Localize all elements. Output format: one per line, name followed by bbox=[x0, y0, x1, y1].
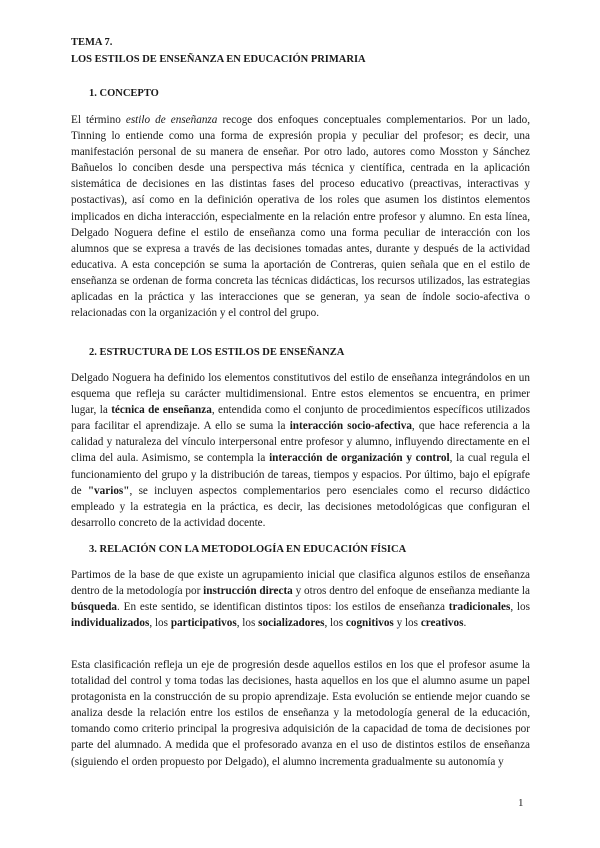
paragraph-estructura: Delgado Noguera ha definido los elementos constitutivos del estilo de enseñanza integrándolos en un esquema que refleja su carácter multidimensional. Entre estos elementos se encuentra, en primer lugar, la técnica de enseñanza, entendida como el conjunto de procedimientos específicos utilizados para facilitar el aprendizaje. A ello se suma la interacción socio-afectiva, que hace referencia a la calidad y naturaleza del vínculo interpersonal entre profesor y alumno, influyendo directamente en el clima del aula. Asimismo, se contempla la interacción de organización y control, la cual regula el funcionamiento del grupo y la distribución de tareas, tiempos y espacios. Por último, bajo el epígrafe de "varios", se incluyen aspectos complementarios pero esenciales como el recurso didáctico empleado y la estrategia en la práctica, es decir, las decisiones metodológicas que configuran el desarrollo concreto de la actividad docente. bbox=[71, 372, 531, 529]
term-cognitivos: cognitivos bbox=[345, 617, 394, 630]
page-number: 1 bbox=[518, 797, 524, 809]
term-individualizados: individualizados bbox=[71, 617, 150, 630]
term-instruccion-directa: instrucción directa bbox=[203, 585, 293, 598]
term-participativos: participativos bbox=[170, 617, 237, 630]
paragraph-relacion-2: Esta clasificación refleja un eje de progresión desde aquellos estilos en los que el profesor asume la totalidad del control y toma todas las decisiones, hasta aquellos en los que el alumno asume un papel protagonista en la construcción de su propio aprendizaje. Esta evolución se entiende mejor cuando se analiza desde la relación entre los estilos de enseñanza y la metodología general de la educación, tomando como criterio principal la progresiva adquisición de la capacidad de toma de decisiones por parte del alumnado. A medida que el profesorado avanza en el uso de distintos estilos de enseñanza (siguiendo el orden propuesto por Delgado), el alumno incrementa gradualmente su autonomía y bbox=[71, 659, 530, 768]
section-heading-estructura: 2. ESTRUCTURA DE LOS ESTILOS DE ENSEÑANZA bbox=[89, 347, 345, 358]
topic-number: TEMA 7. bbox=[71, 37, 113, 48]
term-socializadores: socializadores bbox=[258, 617, 325, 630]
term-tecnica-de-ensenanza: técnica de enseñanza bbox=[111, 404, 212, 417]
term-varios: "varios" bbox=[87, 484, 130, 497]
term-busqueda: búsqueda bbox=[71, 601, 118, 614]
term-estilo-de-ensenanza: estilo de enseñanza bbox=[125, 114, 218, 126]
paragraph-concepto: El término estilo de enseñanza recoge dos enfoques conceptuales complementarios. Por un lado, Tinning lo entiende como una forma de expresión propia y peculiar del profesor; es decir, una manifestación personal de su manera de enseñar. Por otro lado, autores como Mosston y Sánchez Bañuelos lo conciben desde una perspectiva más técnica y científica, centrada en la aplicación sistemática de decisiones en las distintas fases del proceso educativo (preactivas, interactivas y postactivas), así como en la definición operativa de los roles que asumen los distintos elementos implicados en dicha interacción, especialmente en la relación entre profesor y alumno. En esta línea, Delgado Noguera define el estilo de enseñanza como una forma peculiar de interacción con los alumnos que se expresa a través de las decisiones tomadas antes, durante y después de la actividad educativa. A esta concepción se suma la aportación de Contreras, quien señala que en el estilo de enseñanza se ordenan de forma concreta las técnicas didácticas, los recursos utilizados, las estrategias aplicadas en la práctica y las interacciones que se generan, ya sean de índole socio-afectiva o relacionadas con la organización y el control del grupo. bbox=[71, 114, 530, 320]
term-interaccion-socio-afectiva: interacción socio-afectiva bbox=[289, 420, 412, 433]
term-interaccion-organizacion-control: interacción de organización y control bbox=[269, 452, 450, 465]
term-tradicionales: tradicionales bbox=[448, 601, 511, 614]
document-title: LOS ESTILOS DE ENSEÑANZA EN EDUCACIÓN PRIMARIA bbox=[71, 54, 366, 65]
term-creativos: creativos bbox=[420, 617, 464, 630]
section-heading-concepto: 1. CONCEPTO bbox=[89, 88, 159, 99]
section-heading-relacion: 3. RELACIÓN CON LA METODOLOGÍA EN EDUCACIÓN FÍSICA bbox=[89, 544, 407, 555]
paragraph-relacion-1: Partimos de la base de que existe un agrupamiento inicial que clasifica algunos estilos de enseñanza dentro de la metodología por instrucción directa y otros dentro del enfoque de enseñanza mediante la búsqueda. En este sentido, se identifican distintos tipos: los estilos de enseñanza tradicionales, los individualizados, los participativos, los socializadores, los cognitivos y los creativos. bbox=[71, 569, 530, 630]
